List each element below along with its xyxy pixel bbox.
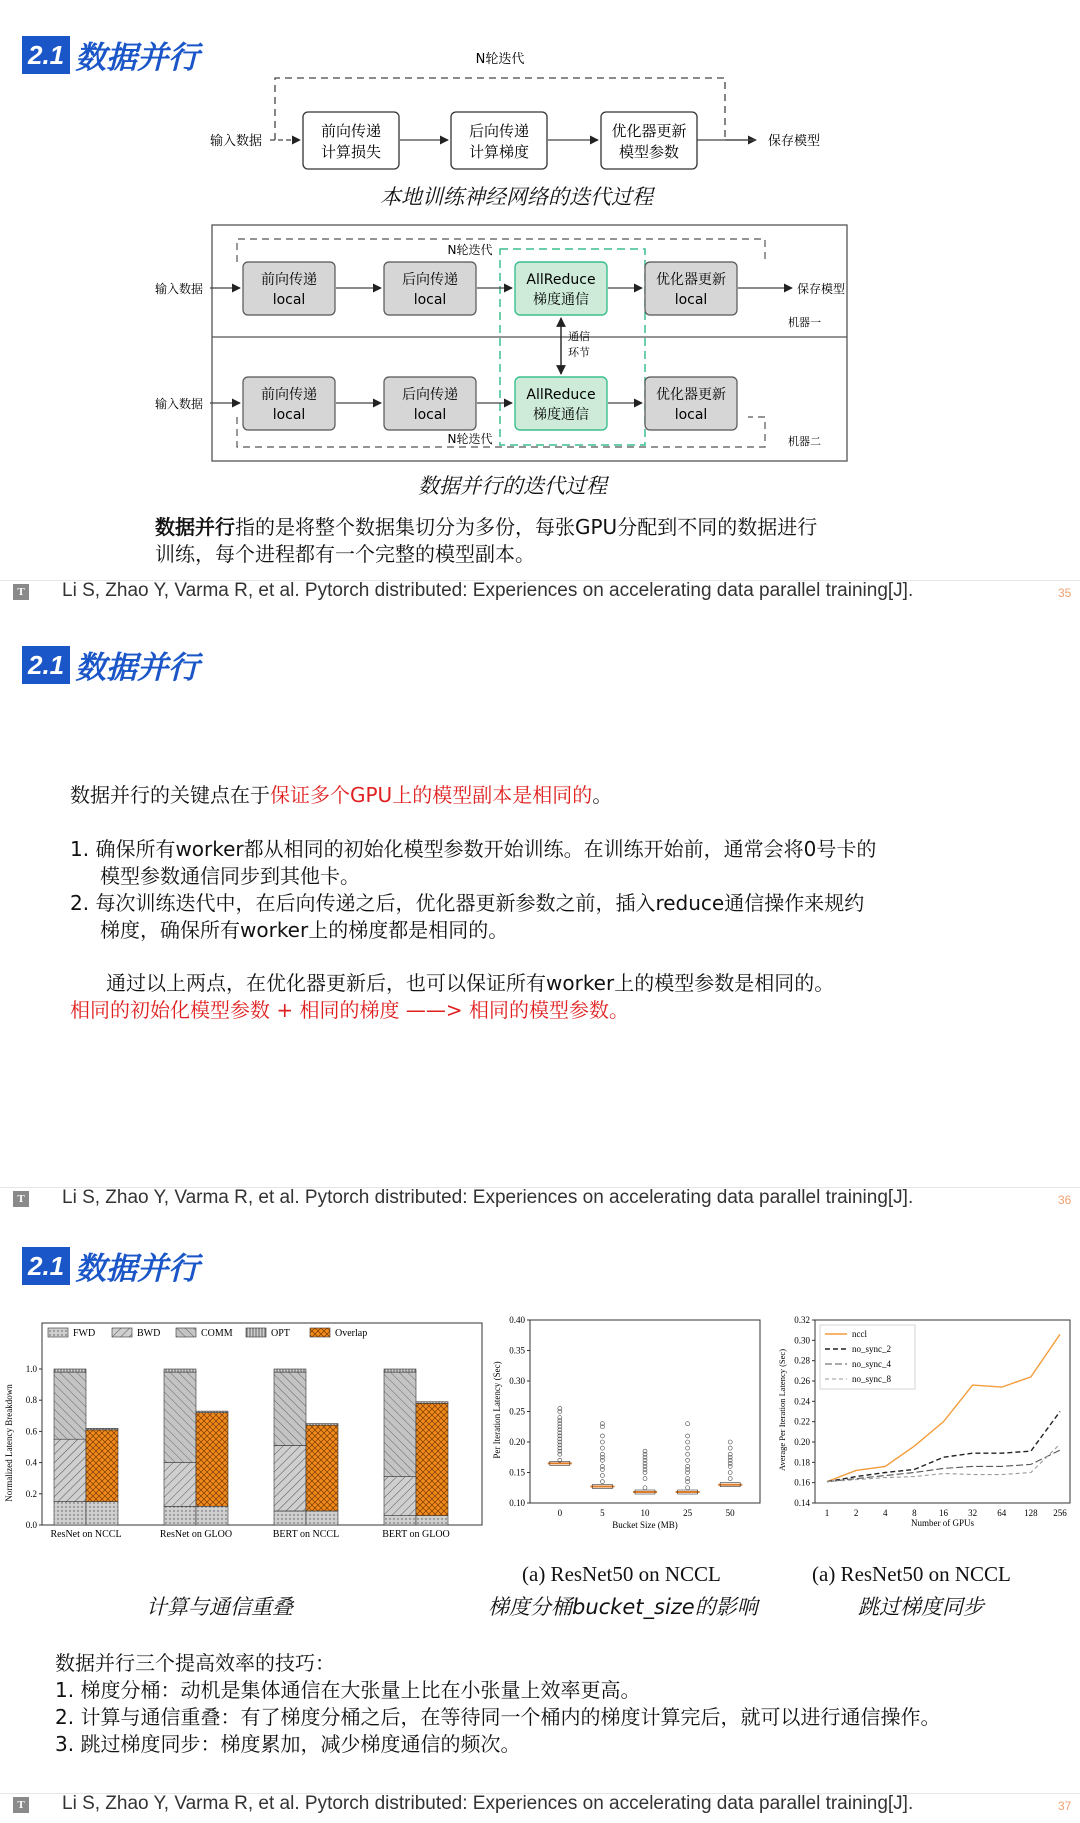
y-tick-label: 0.6	[25, 1426, 37, 1437]
footer-37	[0, 1793, 1080, 1823]
caption-no-sync: 跳过梯度同步	[858, 1595, 984, 1619]
svg-text:前向传递: 前向传递	[320, 122, 382, 140]
bar-segment-fwd	[416, 1516, 448, 1525]
legend-label: BWD	[137, 1328, 161, 1339]
diagram2-caption: 数据并行的迭代过程	[418, 474, 607, 498]
outlier-point	[728, 1471, 732, 1475]
outlier-point	[558, 1406, 562, 1410]
bar-segment-bwd	[54, 1439, 86, 1501]
svg-text:local: local	[272, 292, 306, 308]
bar-segment-fwd	[274, 1511, 306, 1525]
outlier-point	[558, 1458, 562, 1462]
x-tick-label: 8	[912, 1508, 917, 1518]
x-tick-label: 2	[853, 1508, 859, 1518]
svg-text:local: local	[413, 407, 447, 423]
outlier-point	[600, 1474, 604, 1478]
outlier-point	[686, 1458, 690, 1462]
tip-2: 2. 计算与通信重叠：有了梯度分桶之后，在等待同一个桶内的梯度计算完后，就可以进行通信操作。	[55, 1705, 941, 1729]
svg-text:AllReduce: AllReduce	[526, 387, 596, 403]
legend-label: Overlap	[335, 1328, 368, 1339]
x-tick-label: 50	[725, 1508, 735, 1518]
y-tick-label: 0.0	[25, 1520, 37, 1530]
slide-title	[22, 642, 199, 687]
legend-swatch	[246, 1328, 266, 1337]
y-tick-label: 0.24	[794, 1396, 810, 1407]
legend-label: nccl	[852, 1329, 867, 1339]
outlier-point	[686, 1486, 690, 1490]
list-item-1: 1. 确保所有worker都从相同的初始化模型参数开始训练。在训练开始前，通常会将0号卡的 模型参数通信同步到其他卡。	[70, 837, 877, 888]
outlier-point	[643, 1486, 647, 1490]
caption-overlap: 计算与通信重叠	[146, 1595, 293, 1619]
outlier-point	[686, 1452, 690, 1456]
key-point: 数据并行的关键点在于保证多个GPU上的模型副本是相同的。	[70, 783, 613, 807]
outlier-point	[643, 1477, 647, 1481]
bucket-size-chart	[490, 1305, 770, 1530]
input-label-m1: 输入数据	[155, 282, 204, 296]
bar-segment-overlap	[196, 1413, 228, 1507]
y-tick-label: 0.2	[25, 1488, 37, 1499]
bar-segment-opt	[306, 1424, 338, 1426]
outlier-point	[728, 1452, 732, 1456]
y-tick-label: 0.22	[794, 1416, 810, 1427]
footer-reference: Li S, Zhao Y, Varma R, et al. Pytorch distributed: Experiences on accelerating data parallel training[J].	[62, 1187, 914, 1208]
outlier-point	[600, 1464, 604, 1468]
slide-title	[22, 1243, 199, 1288]
y-tick-label: 0.28	[794, 1355, 810, 1366]
legend-swatch	[310, 1328, 330, 1337]
machine1-label: 机器一	[788, 316, 821, 329]
output-label: 保存模型	[768, 134, 821, 149]
outlier-point	[686, 1422, 690, 1426]
bar-segment-comm	[274, 1372, 306, 1445]
legend-swatch	[48, 1328, 68, 1337]
outlier-point	[558, 1416, 562, 1420]
section-number: 2.1	[22, 36, 70, 74]
x-tick-label: ResNet on GLOO	[159, 1529, 233, 1540]
outlier-point	[600, 1440, 604, 1444]
svg-text:local: local	[272, 407, 306, 423]
x-tick-label: BERT on GLOO	[382, 1529, 450, 1540]
x-tick-label: 0	[557, 1508, 563, 1518]
no-sync-chart	[775, 1305, 1080, 1528]
plot-frame	[530, 1320, 760, 1503]
bar-segment-fwd	[384, 1516, 416, 1525]
x-tick-label: 25	[683, 1508, 693, 1518]
machine2-label: 机器二	[788, 435, 821, 448]
footer-reference: Li S, Zhao Y, Varma R, et al. Pytorch distributed: Experiences on accelerating data parallel training[J].	[62, 1793, 914, 1814]
svg-text:计算梯度: 计算梯度	[468, 143, 530, 161]
bar-segment-opt	[384, 1369, 416, 1372]
bar-segment-opt	[86, 1428, 118, 1430]
x-tick-label: BERT on NCCL	[272, 1529, 340, 1540]
bar-segment-fwd	[306, 1511, 338, 1525]
y-axis-label: Normalized Latency Breakdown	[4, 1384, 14, 1502]
legend-label: no_sync_4	[852, 1359, 891, 1369]
footer-35	[0, 580, 1080, 610]
y-tick-label: 0.18	[794, 1457, 810, 1468]
svg-text:优化器更新: 优化器更新	[656, 272, 726, 288]
y-axis-label: Per Iteration Latency (Sec)	[492, 1361, 502, 1459]
diagram1-caption: 本地训练神经网络的迭代过程	[380, 185, 653, 209]
legend-label: OPT	[271, 1328, 290, 1339]
x-tick-label: 32	[968, 1508, 978, 1518]
bar-segment-overlap	[306, 1425, 338, 1511]
outlier-point	[600, 1480, 604, 1484]
y-tick-label: 0.25	[509, 1406, 525, 1417]
outlier-point	[728, 1440, 732, 1444]
outlier-point	[643, 1449, 647, 1453]
y-tick-label: 0.4	[25, 1457, 37, 1468]
output-label: 保存模型	[797, 282, 846, 296]
legend-label: COMM	[201, 1328, 233, 1339]
page-number: 35	[1058, 586, 1072, 600]
bar-segment-comm	[54, 1372, 86, 1439]
input-label: 输入数据	[210, 134, 263, 149]
svg-text:前向传递: 前向传递	[261, 387, 317, 403]
bar-segment-bwd	[164, 1463, 196, 1507]
y-tick-label: 0.32	[794, 1315, 810, 1325]
svg-text:梯度通信: 梯度通信	[533, 292, 589, 308]
reference-icon: T	[13, 1191, 29, 1207]
y-tick-label: 0.26	[794, 1376, 810, 1386]
outlier-point	[686, 1440, 690, 1444]
summary: 通过以上两点，在优化器更新后，也可以保证所有worker上的模型参数是相同的。	[106, 971, 835, 995]
legend-label: FWD	[73, 1328, 96, 1339]
x-tick-label: 256	[1053, 1508, 1067, 1518]
bar-segment-bwd	[384, 1477, 416, 1516]
description: 数据并行指的是将整个数据集切分为多份，每张GPU分配到不同的数据进行 训练，每个进程都有一个完整的模型副本。	[155, 515, 818, 566]
svg-text:AllReduce: AllReduce	[526, 272, 596, 288]
bar-segment-fwd	[196, 1506, 228, 1525]
bar-segment-opt	[416, 1402, 448, 1404]
page-number: 36	[1058, 1193, 1072, 1207]
bar-segment-overlap	[416, 1403, 448, 1515]
x-axis-label: Bucket Size (MB)	[612, 1520, 678, 1530]
x-tick-label: 16	[939, 1508, 948, 1518]
x-axis-label: Number of GPUs	[911, 1518, 974, 1528]
legend-swatch	[176, 1328, 196, 1337]
x-tick-label: 128	[1024, 1508, 1038, 1518]
subcaption-b: (a) ResNet50 on NCCL	[522, 1562, 721, 1586]
list-item-2: 2. 每次训练迭代中，在后向传递之后，优化器更新参数之前，插入reduce通信操作来规约 梯度，确保所有worker上的梯度都是相同的。	[70, 891, 865, 942]
bar-segment-overlap	[86, 1430, 118, 1502]
section-number: 2.1	[22, 646, 70, 684]
svg-text:后向传递: 后向传递	[402, 387, 458, 403]
page-number: 37	[1058, 1799, 1072, 1813]
y-tick-label: 0.15	[509, 1467, 525, 1478]
outlier-point	[600, 1446, 604, 1450]
svg-text:后向传递: 后向传递	[468, 122, 530, 140]
y-tick-label: 0.8	[25, 1395, 37, 1406]
x-tick-label: 64	[997, 1508, 1007, 1518]
y-tick-label: 0.20	[509, 1437, 525, 1447]
y-tick-label: 0.30	[509, 1376, 525, 1386]
reference-icon: T	[13, 584, 29, 600]
y-tick-label: 0.35	[509, 1345, 525, 1356]
bar-segment-fwd	[164, 1506, 196, 1525]
slide-37	[0, 1213, 1080, 1823]
outlier-point	[600, 1452, 604, 1456]
bar-segment-bwd	[274, 1445, 306, 1511]
section-title: 数据并行	[75, 1251, 200, 1287]
section-title: 数据并行	[75, 40, 200, 76]
bar-segment-opt	[54, 1369, 86, 1372]
loop-label-top: N轮迭代	[447, 243, 493, 257]
bar-segment-comm	[384, 1372, 416, 1477]
loop-label-bottom: N轮迭代	[447, 432, 493, 446]
y-tick-label: 0.20	[794, 1437, 810, 1447]
bar-segment-opt	[164, 1369, 196, 1372]
tip-3: 3. 跳过梯度同步：梯度累加，减少梯度通信的频次。	[55, 1732, 521, 1756]
outlier-point	[686, 1446, 690, 1450]
formula: 相同的初始化模型参数 + 相同的梯度 ——> 相同的模型参数。	[70, 998, 629, 1022]
bar-segment-opt	[196, 1411, 228, 1413]
svg-text:通信: 通信	[568, 330, 590, 343]
x-tick-label: 5	[600, 1508, 605, 1518]
slide-35	[0, 0, 1080, 575]
y-tick-label: 0.30	[794, 1335, 810, 1346]
outlier-point	[600, 1434, 604, 1438]
y-tick-label: 1.0	[25, 1364, 37, 1374]
bar-segment-fwd	[86, 1502, 118, 1525]
x-tick-label: 4	[883, 1508, 888, 1518]
svg-text:梯度通信: 梯度通信	[533, 407, 589, 423]
svg-text:local: local	[413, 292, 447, 308]
svg-text:local: local	[674, 407, 708, 423]
legend-label: no_sync_2	[852, 1344, 891, 1354]
x-tick-label: 1	[824, 1508, 830, 1518]
caption-bucket: 梯度分桶bucket_size的影响	[488, 1595, 758, 1619]
outlier-point	[686, 1477, 690, 1481]
svg-text:优化器更新: 优化器更新	[611, 122, 687, 140]
svg-text:优化器更新: 优化器更新	[656, 387, 726, 403]
tip-1: 1. 梯度分桶：动机是集体通信在大张量上比在小张量上效率更高。	[55, 1678, 641, 1702]
outlier-point	[686, 1464, 690, 1468]
svg-text:前向传递: 前向传递	[261, 272, 317, 288]
footer-reference: Li S, Zhao Y, Varma R, et al. Pytorch distributed: Experiences on accelerating data parallel training[J].	[62, 580, 914, 601]
svg-text:local: local	[674, 292, 708, 308]
bar-segment-comm	[164, 1372, 196, 1462]
x-tick-label: 10	[640, 1508, 650, 1518]
x-tick-label: ResNet on NCCL	[50, 1529, 122, 1540]
svg-text:后向传递: 后向传递	[402, 272, 458, 288]
subcaption-c: (a) ResNet50 on NCCL	[812, 1562, 1011, 1586]
loop-label: N轮迭代	[475, 52, 525, 67]
section-title: 数据并行	[75, 650, 200, 686]
legend-label: no_sync_8	[852, 1374, 891, 1384]
y-tick-label: 0.40	[509, 1315, 525, 1325]
section-number: 2.1	[22, 1247, 70, 1285]
svg-text:环节: 环节	[568, 346, 590, 359]
latency-breakdown-chart	[0, 1313, 490, 1540]
outlier-point	[600, 1422, 604, 1426]
bar-segment-fwd	[54, 1502, 86, 1525]
series-line-no_sync_4	[827, 1450, 1060, 1482]
slide-36	[0, 607, 1080, 1189]
data-parallel-diagram	[0, 222, 1080, 467]
bar-segment-opt	[274, 1369, 306, 1372]
tips-title: 数据并行三个提高效率的技巧：	[55, 1651, 335, 1675]
svg-text:模型参数: 模型参数	[618, 143, 680, 161]
legend-swatch	[112, 1328, 132, 1337]
y-tick-label: 0.14	[794, 1498, 810, 1508]
input-label-m2: 输入数据	[155, 397, 204, 411]
y-axis-label: Average Per Iteration Latency (Sec)	[777, 1348, 787, 1472]
y-tick-label: 0.10	[509, 1498, 525, 1508]
svg-text:计算损失: 计算损失	[320, 143, 382, 161]
outlier-point	[728, 1446, 732, 1450]
y-tick-label: 0.16	[794, 1477, 810, 1488]
outlier-point	[728, 1477, 732, 1481]
reference-icon: T	[13, 1797, 29, 1813]
outlier-point	[686, 1434, 690, 1438]
